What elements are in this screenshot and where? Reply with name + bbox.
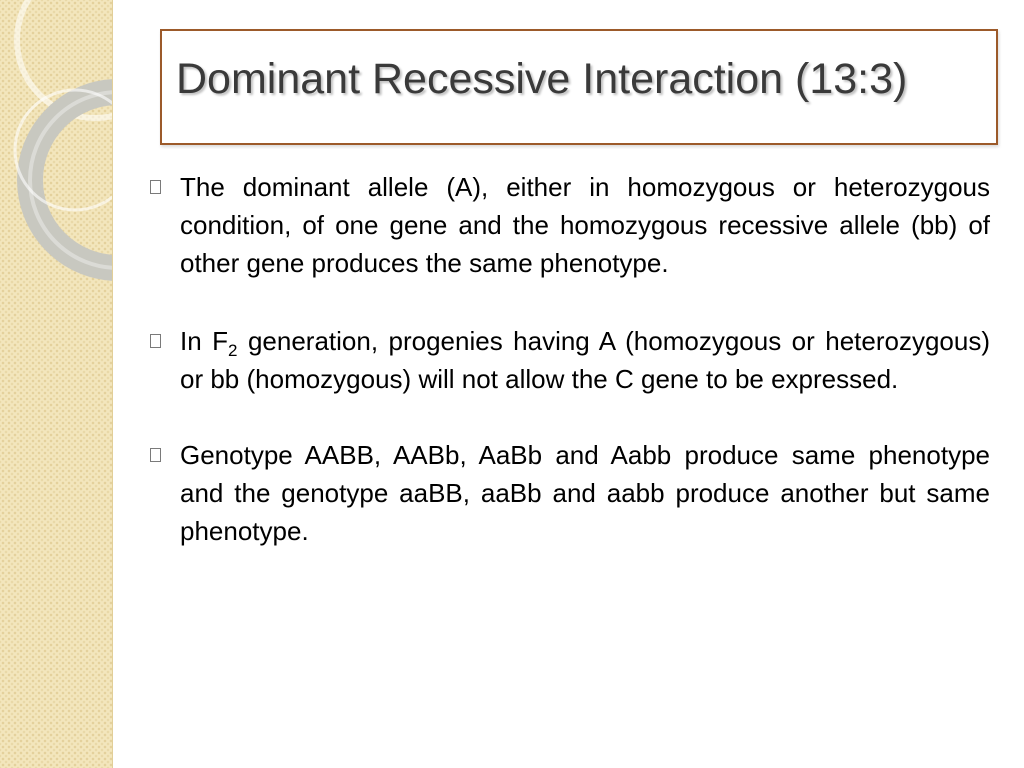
square-bullet-icon (150, 334, 161, 348)
decorative-side-panel (0, 0, 113, 768)
title-frame (160, 29, 998, 145)
slide-title: Dominant Recessive Interaction (13:3) (176, 55, 908, 103)
square-bullet-icon (150, 448, 161, 462)
bullet-text (180, 326, 990, 394)
subscript: 2 (228, 341, 238, 361)
bullet-item (150, 436, 990, 550)
bullet-text: Genotype AABB, AABb, AaBb and Aabb produce same phenotype and the genotype aaBB, aaBb and aabb produce another but same phenotype. (180, 440, 990, 546)
bullet-item (150, 168, 990, 282)
bullet-text-end: generation, progenies having A (homozygous or heterozygous) or bb (homozygous) will not allow the C gene to be expressed. (180, 326, 991, 394)
bullet-item (150, 322, 990, 398)
square-bullet-icon (150, 180, 161, 194)
decorative-rings-graphic (0, 0, 112, 768)
bullet-text-start: In F (180, 326, 229, 356)
bullet-text: The dominant allele (A), either in homozygous or heterozygous condition, of one gene and the homozygous recessive allele (bb) of other gene produces the same phenotype. (180, 172, 990, 278)
bullet-list (150, 168, 990, 590)
